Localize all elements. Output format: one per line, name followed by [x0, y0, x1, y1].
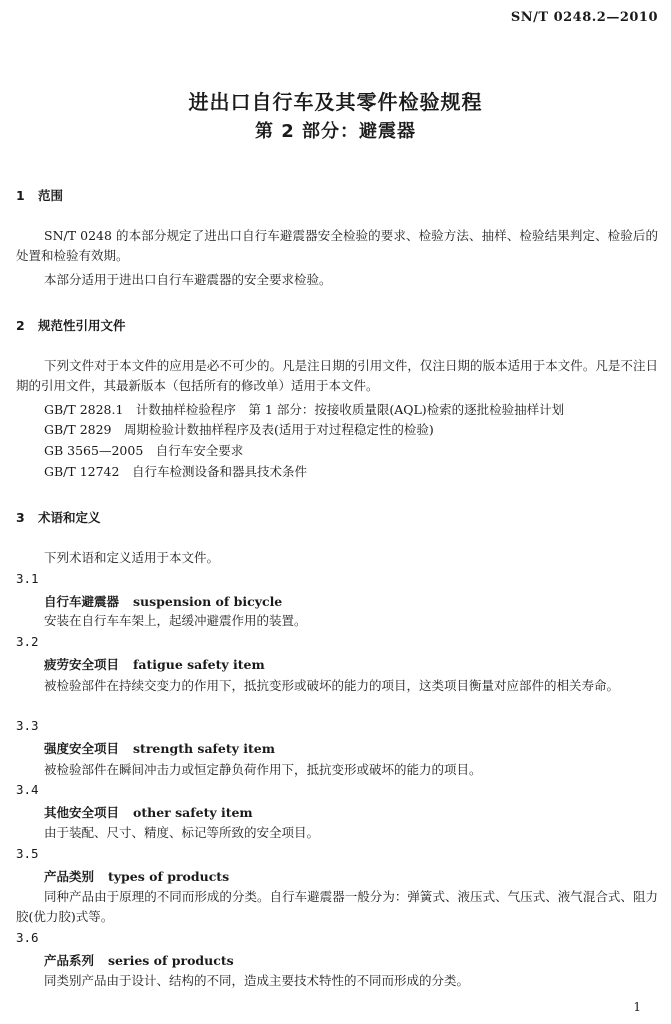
term-name-en: types of products	[108, 869, 230, 884]
term-heading	[44, 951, 234, 969]
terms-intro: 下列术语和定义适用于本文件。	[44, 550, 220, 565]
term-name-en: suspension of bicycle	[133, 594, 283, 609]
document-title: 进出口自行车及其零件检验规程	[188, 90, 483, 114]
term-definition: 同类别产品由于设计、结构的不同，造成主要技术特性的不同而形成的分类。	[44, 973, 470, 988]
term-number: 3.4	[16, 782, 39, 797]
term-heading	[44, 739, 275, 757]
term-name-zh: 其他安全项目	[44, 805, 120, 820]
scope-paragraph-2: 本部分适用于进出口自行车避震器的安全要求检验。	[44, 272, 332, 287]
section-number: 2	[16, 318, 25, 333]
section-number: 3	[16, 510, 25, 525]
term-name-en: other safety item	[133, 805, 253, 820]
term-definition: 由于装配、尺寸、精度、标记等所致的安全项目。	[44, 825, 320, 840]
term-name-zh: 产品类别	[44, 869, 95, 884]
reference-item: GB/T 2829 周期检验计数抽样程序及表(适用于对过程稳定性的检验)	[44, 422, 434, 437]
term-name-zh: 疲劳安全项目	[44, 657, 120, 672]
standard-code: SN/T 0248.2—2010	[510, 10, 658, 25]
reference-item: GB 3565—2005 自行车安全要求	[44, 443, 244, 458]
term-name-en: fatigue safety item	[133, 657, 265, 672]
term-definition: 被检验部件在持续交变力的作用下，抵抗变形或破坏的能力的项目，这类项目衡量对应部件的相关寿命。	[44, 678, 620, 693]
document-subtitle: 第 2 部分：避震器	[254, 121, 417, 142]
term-name-zh: 强度安全项目	[44, 741, 120, 756]
section-heading-references	[16, 316, 126, 334]
term-heading	[44, 592, 282, 610]
term-heading	[44, 867, 229, 885]
term-name-en: strength safety item	[133, 741, 275, 756]
section-heading-terms	[16, 508, 101, 526]
term-name-en: series of products	[108, 953, 234, 968]
term-number: 3.6	[16, 930, 39, 945]
term-number: 3.5	[16, 846, 39, 861]
term-definition: 同种产品由于原理的不同而形成的分类。自行车避震器一般分为：弹簧式、液压式、气压式、液气混合式、阻力胶(优力胶)式等。	[16, 889, 658, 924]
term-number: 3.1	[16, 571, 39, 586]
term-number: 3.2	[16, 634, 39, 649]
page-number: 1	[633, 1000, 641, 1014]
term-definition: 被检验部件在瞬间冲击力或恒定静负荷作用下，抵抗变形或破坏的能力的项目。	[44, 762, 482, 777]
references-intro: 下列文件对于本文件的应用是必不可少的。凡是注日期的引用文件，仅注日期的版本适用于本文件。凡是不注日期的引用文件，其最新版本（包括所有的修改单）适用于本文件。	[16, 358, 658, 393]
term-number: 3.3	[16, 718, 39, 733]
section-title: 范围	[38, 188, 64, 203]
reference-item: GB/T 12742 自行车检测设备和器具技术条件	[44, 464, 307, 479]
term-heading	[44, 803, 253, 821]
term-name-zh: 产品系列	[44, 953, 95, 968]
section-heading-scope	[16, 186, 63, 204]
term-heading	[44, 655, 265, 673]
term-definition: 安装在自行车车架上，起缓冲避震作用的装置。	[44, 613, 307, 628]
term-name-zh: 自行车避震器	[44, 594, 120, 609]
section-title: 术语和定义	[38, 510, 101, 525]
scope-paragraph-1: SN/T 0248 的本部分规定了进出口自行车避震器安全检验的要求、检验方法、抽样、检验结果判定、检验后的处置和检验有效期。	[16, 228, 658, 263]
section-title: 规范性引用文件	[38, 318, 126, 333]
reference-item: GB/T 2828.1 计数抽样检验程序 第 1 部分：按接收质量限(AQL)检索的逐批检验抽样计划	[44, 402, 565, 417]
section-number: 1	[16, 188, 25, 203]
